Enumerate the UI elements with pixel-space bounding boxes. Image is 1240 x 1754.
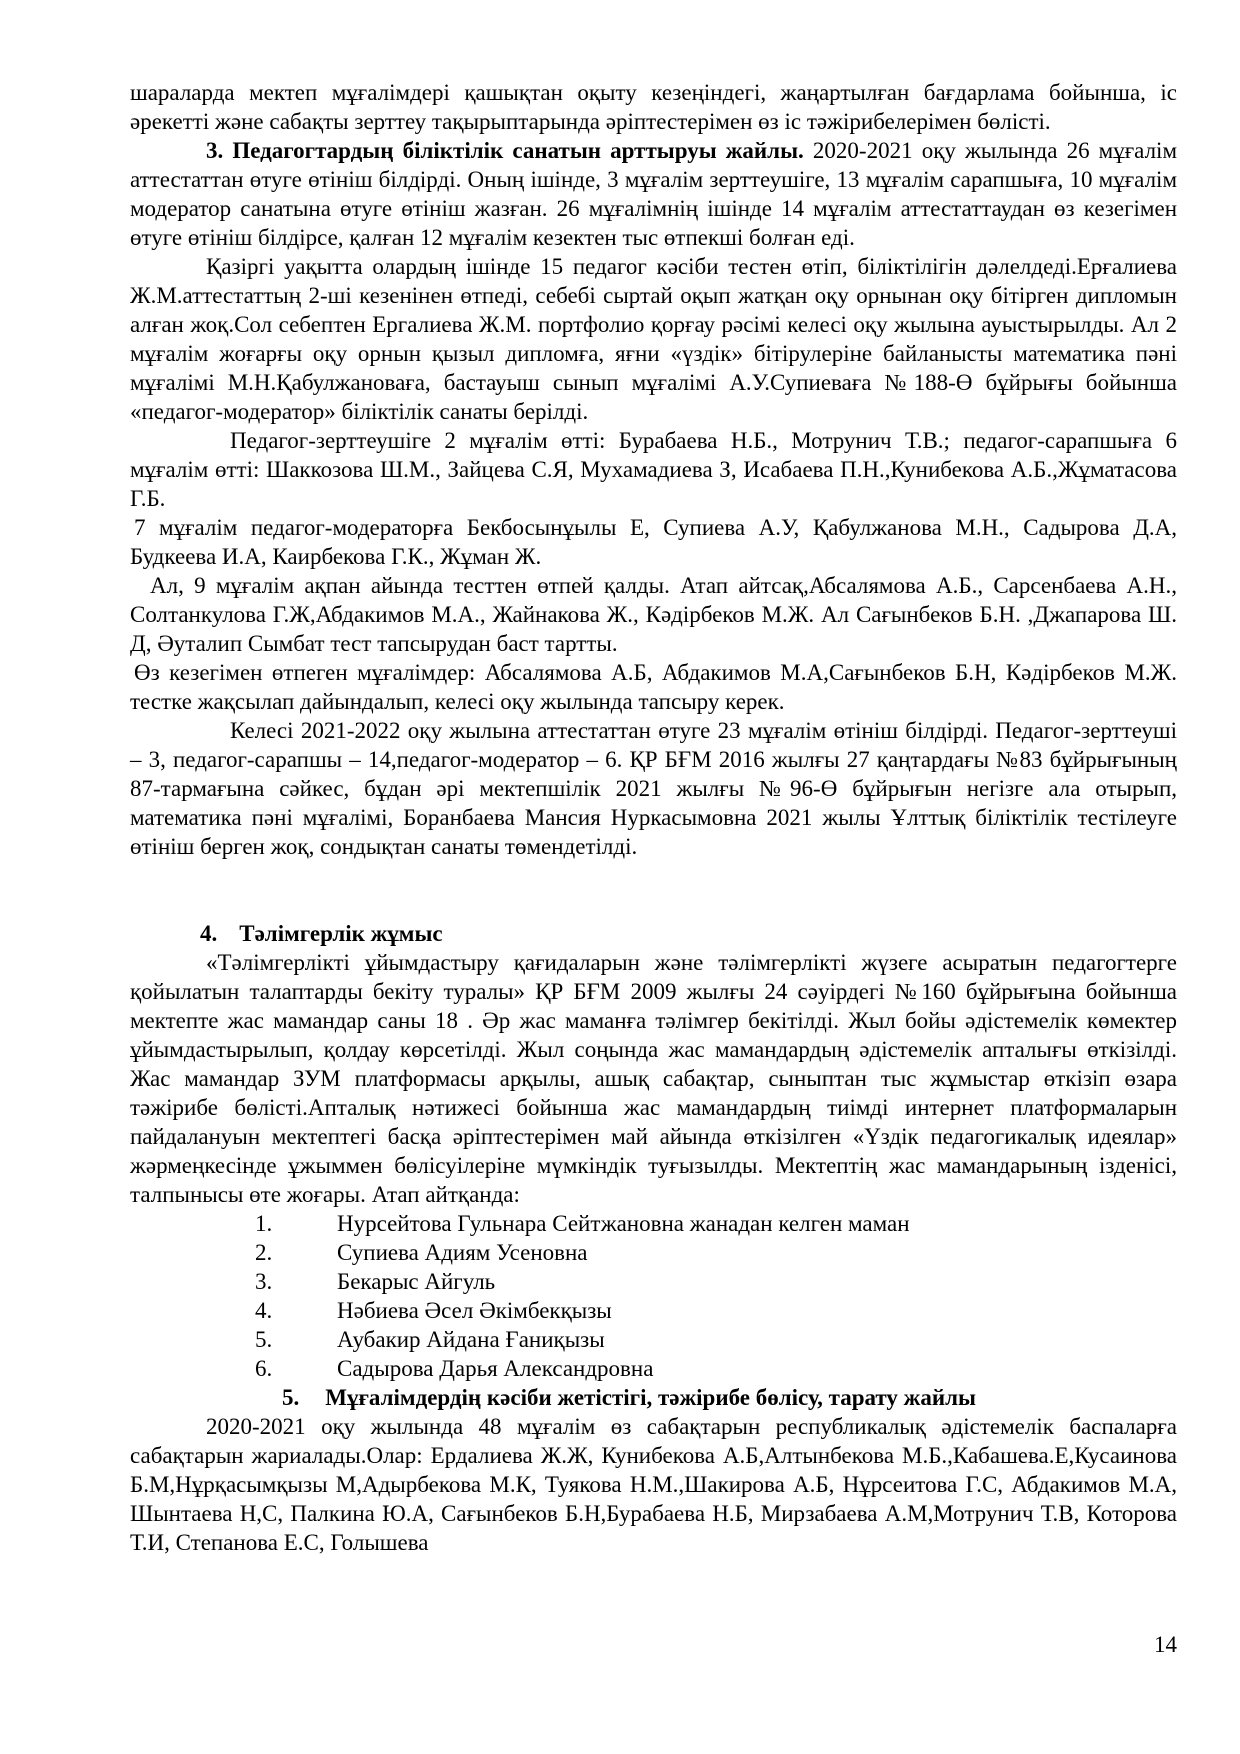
section4-number: 4. — [200, 921, 218, 946]
list-item-name: Садырова Дарья Александровна — [337, 1356, 654, 1381]
list-item — [255, 1325, 1177, 1354]
list-item — [255, 1267, 1177, 1296]
section4-title: Тәлімгерлік жұмыс — [239, 921, 443, 946]
section3-paragraph — [130, 136, 1177, 252]
section4-body: «Тәлімгерлікті ұйымдастыру қағидаларын және тәлімгерлікті жүзеге асыратын педагогтерге қойылатын талаптарды бекіту туралы» ҚР БҒМ 2009 жылғы 24 сәуірдегі №160 бұйрығына бойынша мектепте жас мамандар саны 18 . Әр жас маманға тәлімгер бекітілді. Жыл бойы әдістемелік көмектер ұйымдастырылып, қолдау көрсетілді. Жыл соңында жас мамандардың әдістемелік апталығы өткізілді. Жас мамандар ЗУМ платформасы арқылы, ашық сабақтар, сыныптан тыс жұмыстар өткізіп өзара тәжірибе бөлісті.Апталық нәтижесі бойынша жас мамандардың тиімді интернет платформаларын пайдалануын мектептегі басқа әріптестерімен май айында өткізілген «Үздік педагогикалық идеялар» жәрмеңкесінде ұжыммен бөлісуілеріне мүмкіндік туғызылды. Мектептің жас мамандарының ізденісі, талпынысы өте жоғары. Атап айтқанда: — [130, 950, 1177, 1207]
section5-heading — [282, 1383, 1177, 1412]
list-item-number: 4. — [255, 1298, 273, 1323]
paragraph-moderators: 7 мұғалім педагог-модераторға Бекбосынұылы Е, Супиева А.У, Қабулжанова М.Н., Садырова Д.А, Будкеева И.А, Каирбекова Г.К., Жұман Ж. — [130, 515, 1177, 569]
list-item-name: Супиева Адиям Усеновна — [337, 1240, 588, 1265]
list-item — [255, 1296, 1177, 1325]
section3-heading: 3. Педагогтардың біліктілік санатын арттыруы жайлы. — [206, 138, 804, 163]
list-item-number: 5. — [255, 1327, 273, 1352]
list-item-name: Аубакир Айдана Ғаниқызы — [337, 1327, 605, 1352]
list-item-number: 6. — [255, 1356, 273, 1381]
list-item — [255, 1238, 1177, 1267]
list-item-name: Нәбиева Әсел Әкімбекқызы — [337, 1298, 612, 1323]
section3-body: 2020-2021 оқу жылында 26 мұғалім аттестаттан өтуге өтініш білдірді. Оның ішінде, 3 мұғалім зерттеушіге, 13 мұғалім сарапшыға, 10 мұғалім модератор санатына өтуге өтініш жазған. 26 мұғалімнің ішінде 14 мұғалім аттестаттаудан өз кезегімен өтуге өтініш білдірсе, қалған 12 мұғалім кезектен тыс өтпекші болған еді. — [130, 138, 1178, 250]
paragraph-passed-teachers: Педагог-зерттеушіге 2 мұғалім өтті: Бурабаева Н.Б., Мотрунич Т.В.; педагог-сарапшыға 6 мұғалім өтті: Шаккозова Ш.М., Зайцева С.Я, Мухамадиева З, Исабаева П.Н.,Кунибекова А.Б.,Жұматасова Г.Б. — [130, 428, 1177, 511]
section5-title: Мұғалімдердің кәсіби жетістігі, тәжірибе бөлісу, тарату жайлы — [325, 1385, 976, 1410]
page-number: 14 — [1154, 1632, 1177, 1657]
list-item-number: 3. — [255, 1269, 273, 1294]
list-item-name: Нурсейтова Гульнара Сейтжановна жанадан келген маман — [337, 1211, 910, 1236]
list-item — [255, 1354, 1177, 1383]
list-item-number: 1. — [255, 1211, 273, 1236]
list-item-name: Бекарыс Айгуль — [337, 1269, 496, 1294]
paragraph-retake: Өз кезегімен өтпеген мұғалімдер: Абсалямова А.Б, Абдакимов М.А,Сағынбеков Б.Н, Кәдірбеков М.Ж. тестке жақсылап дайындалып, келесі оқу жылында тапсыру керек. — [130, 660, 1177, 714]
section4-heading — [200, 919, 1177, 948]
mentees-list — [130, 1209, 1177, 1383]
paragraph-next-year: Келесі 2021-2022 оқу жылына аттестаттан өтуге 23 мұғалім өтініш білдірді. Педагог-зерттеуші – 3, педагог-сарапшы – 14,педагог-модератор – 6. ҚР БҒМ 2016 жылғы 27 қаңтардағы №83 бұйрығының 87-тармағына сәйкес, бұдан әрі мектепшілік 2021 жылғы №96-Ө бұйрығын негізге ала отырып, математика пәні мұғалімі, Боранбаева Мансия Нуркасымовна 2021 жылы Ұлттық біліктілік тестілеуге өтініш берген жоқ, сондықтан санаты төмендетілді. — [130, 718, 1177, 859]
document-page — [130, 78, 1178, 1657]
list-item-number: 2. — [255, 1240, 273, 1265]
paragraph-current-attestation: Қазіргі уақытта олардың ішінде 15 педагог кәсіби тестен өтіп, біліктілігін дәлелдеді.Ерғалиева Ж.М.аттестаттың 2-ші кезенінен өтпеді, себебі сыртай оқып жатқан оқу орнынан оқу бітірген дипломын алған жоқ.Сол себептен Ергалиева Ж.М. портфолио қорғау рәсімі келесі оқу жылына ауыстырылды. Ал 2 мұғалім жоғарғы оқу орнын қызыл дипломға, яғни «үздік» бітірулеріне байланысты математика пәні мұғалімі М.Н.Қабулжановаға, бастауыш сынып мұғалімі А.У.Супиеваға №188-Ө бұйрығы бойынша «педагог-модератор» біліктілік санаты берілді. — [130, 254, 1177, 424]
section5-body: 2020-2021 оқу жылында 48 мұғалім өз сабақтарын республикалық әдістемелік баспаларға сабақтарын жариалады.Олар: Ердалиева Ж.Ж, Кунибекова А.Б,Алтынбекова М.Б.,Кабашева.Е,Кусаинова Б.М,Нұрқасымқызы М,Адырбекова М.К, Туякова Н.М.,Шакирова А.Б, Нұрсеитова Г.С, Абдакимов М.А, Шынтаева Н,С, Палкина Ю.А, Сағынбеков Б.Н,Бурабаева Н.Б, Мирзабаева А.М,Мотрунич Т.В, Которова Т.И, Степанова Е.С, Голышева — [130, 1414, 1177, 1555]
paragraph-failed-test: Ал, 9 мұғалім ақпан айында тесттен өтпей қалды. Атап айтсақ,Абсалямова А.Б., Сарсенбаева А.Н., Солтанкулова Г.Ж,Абдакимов М.А., Жайнакова Ж., Кәдірбеков М.Ж. Ал Сағынбеков Б.Н. ,Джапарова Ш. Д, Әуталип Сымбат тест тапсырудан баст тартты. — [130, 573, 1177, 656]
list-item — [255, 1209, 1177, 1238]
paragraph-continuation: шараларда мектеп мұғалімдері қашықтан оқыту кезеңіндегі, жаңартылған бағдарлама бойынша, іс әрекетті және сабақты зерттеу тақырыптарында әріптестерімен өз іс тәжірибелерімен бөлісті. — [130, 80, 1177, 134]
section5-number: 5. — [282, 1385, 300, 1410]
